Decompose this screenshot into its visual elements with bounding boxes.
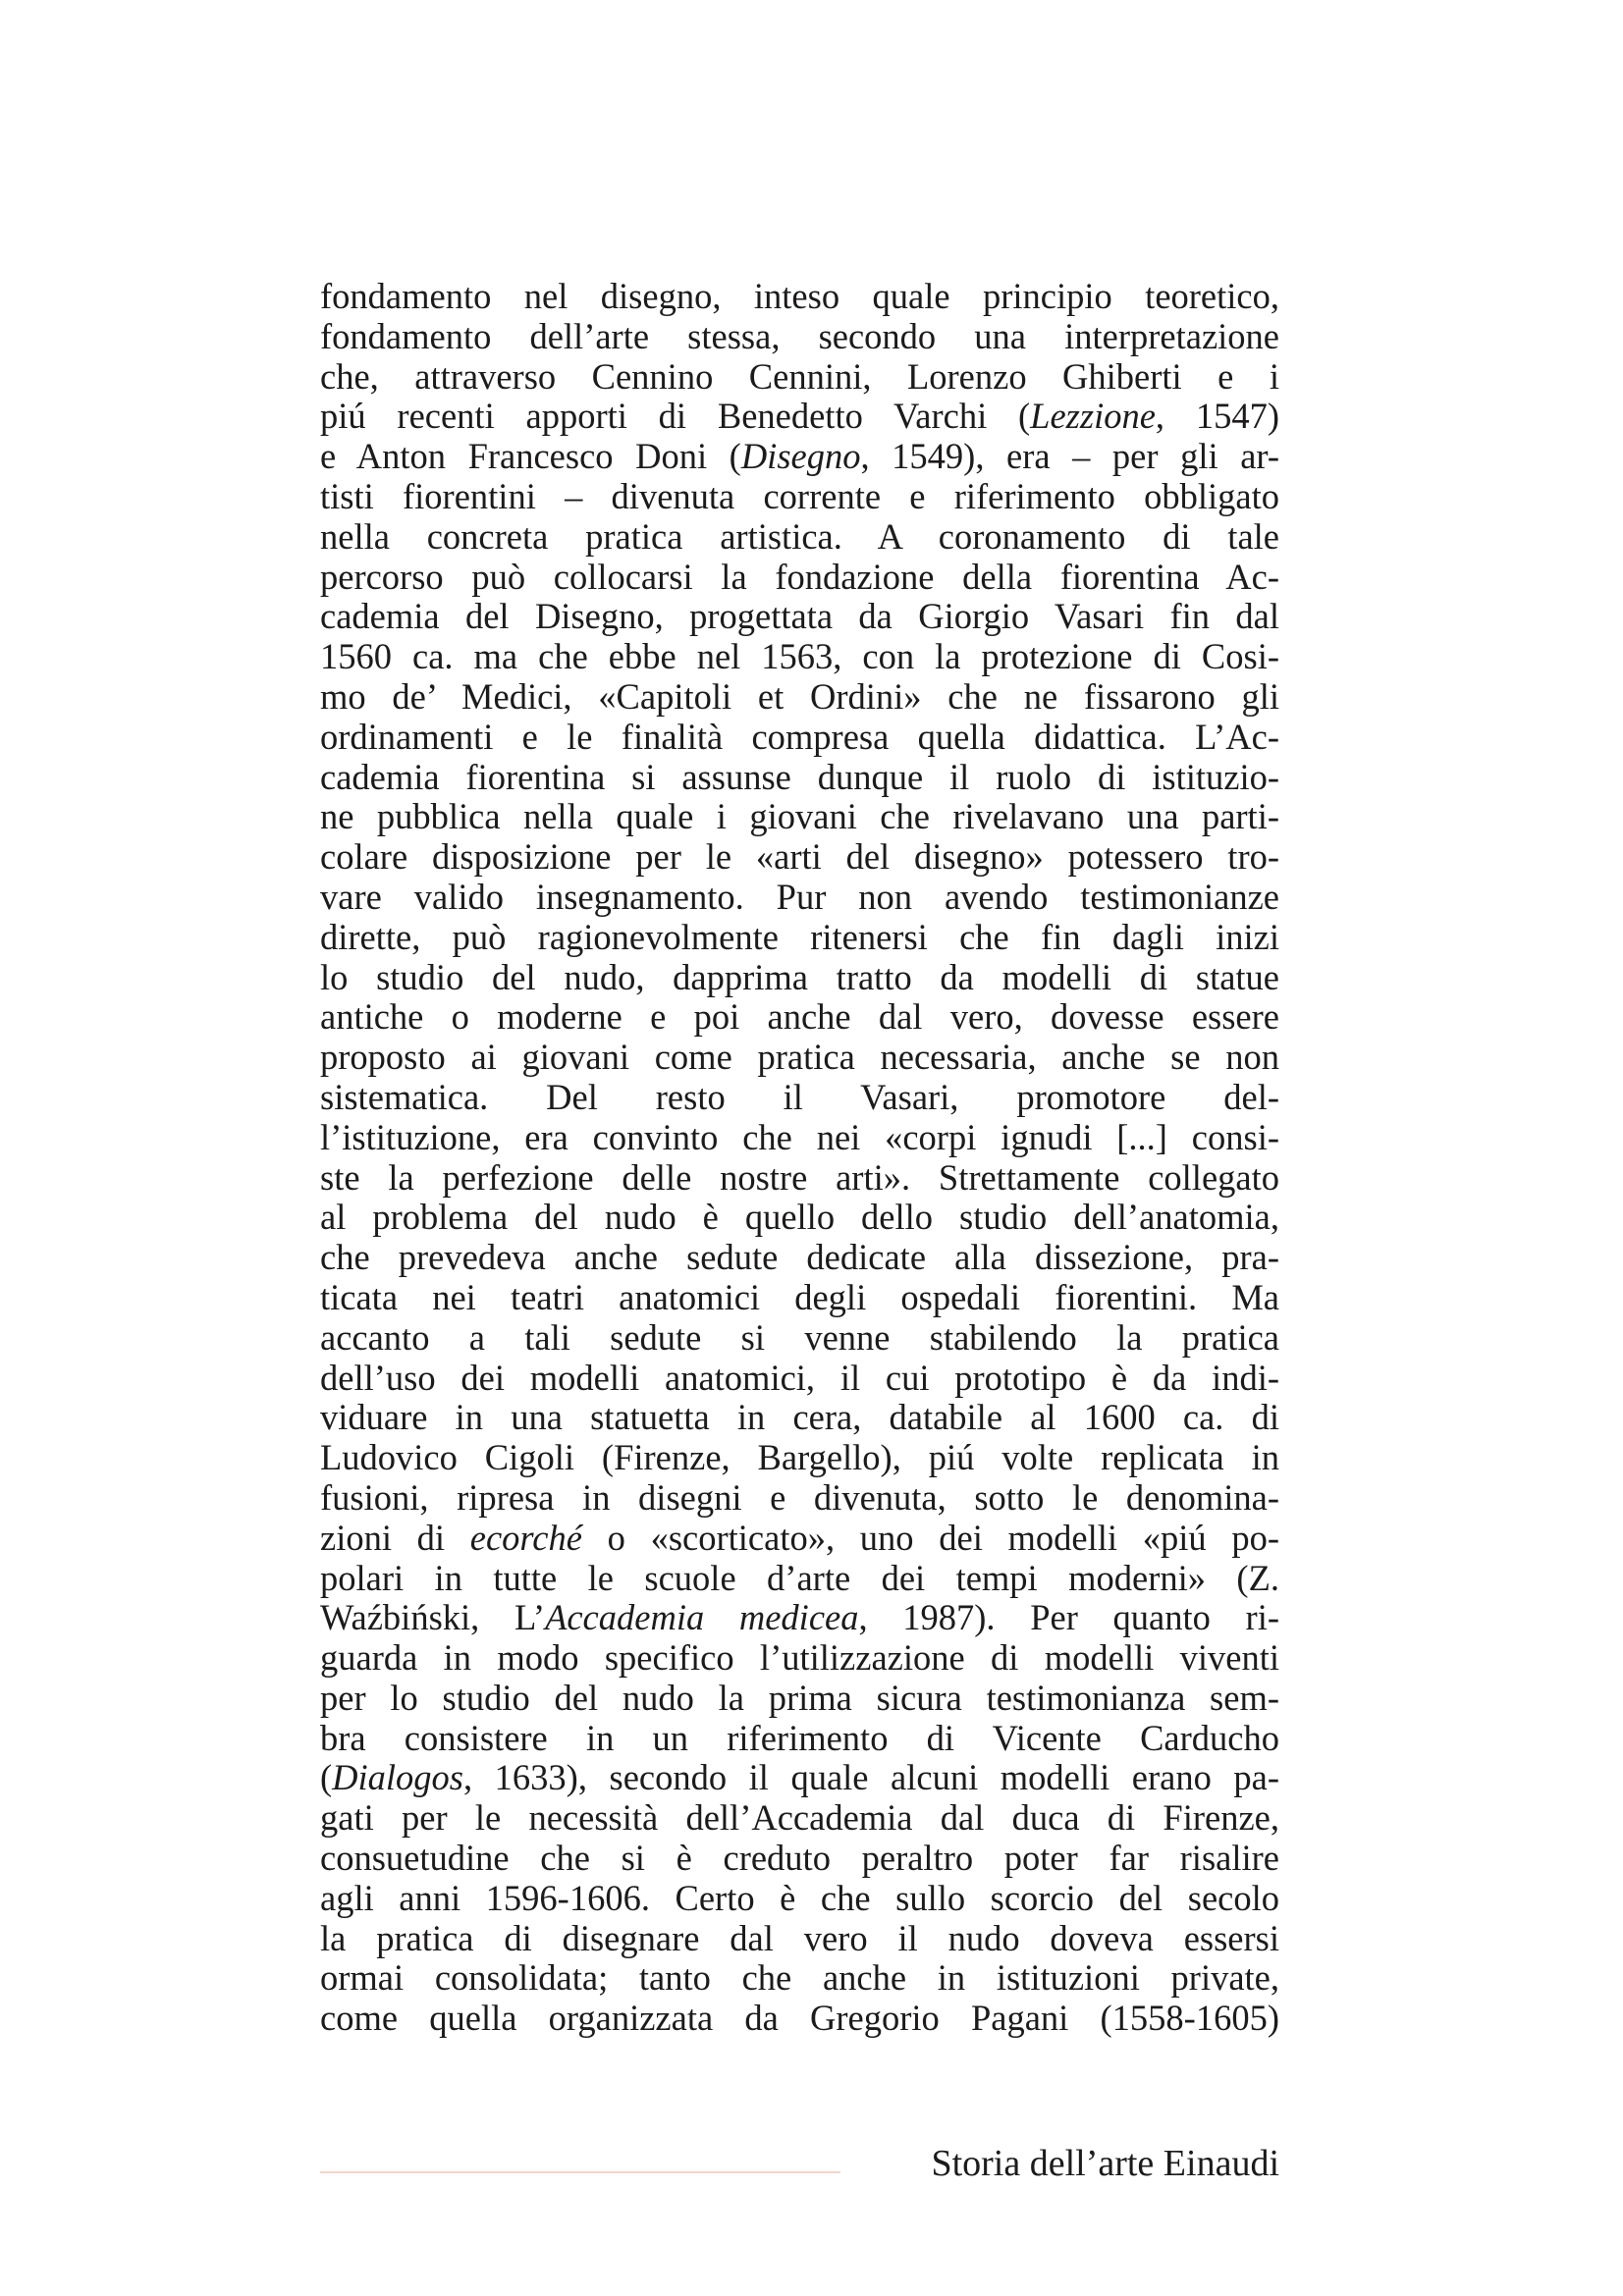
text-run: ordinamenti e le finalità compresa quella didattica. L’Ac-: [320, 716, 1279, 757]
text-line: [320, 357, 1279, 398]
text-run: , 1987). Per quanto ri-: [858, 1597, 1280, 1638]
text-line: [320, 958, 1279, 998]
italic-title: ecorché: [469, 1517, 582, 1558]
text-run: cademia del Disegno, progettata da Giorgio Vasari fin dal: [320, 596, 1279, 637]
footer-title: Storia dell’arte Einaudi: [931, 2143, 1279, 2184]
text-run: dirette, può ragionevolmente ritenersi che fin dagli inizi: [320, 916, 1279, 957]
text-run: , 1547): [1155, 396, 1279, 437]
text-line: [320, 1198, 1279, 1238]
text-line: [320, 558, 1279, 598]
text-run: ne pubblica nella quale i giovani che rivelavano una parti-: [320, 796, 1279, 837]
text-line: [320, 1318, 1279, 1359]
text-line: [320, 837, 1279, 878]
text-run: ormai consolidata; tanto che anche in istituzioni private,: [320, 1957, 1279, 1999]
text-run: tisti fiorentini – divenuta corrente e riferimento obbligato: [320, 475, 1279, 516]
text-line: [320, 1158, 1279, 1199]
text-run: agli anni 1596-1606. Certo è che sullo scorcio del secolo: [320, 1877, 1279, 1918]
italic-title: Lezzione: [1030, 396, 1156, 437]
text-run: che prevedeva anche sedute dedicate alla dissezione, pra-: [320, 1237, 1279, 1278]
text-line: [320, 1958, 1279, 1999]
text-line: [320, 1519, 1279, 1559]
text-run: guarda in modo specifico l’utilizzazione di modelli viventi: [320, 1637, 1279, 1679]
text-line: [320, 1078, 1279, 1118]
text-line: [320, 397, 1279, 437]
text-line: [320, 677, 1279, 718]
text-line: [320, 1919, 1279, 1959]
text-run: antiche o moderne e poi anche dal vero, dovesse essere: [320, 996, 1279, 1038]
text-line: [320, 437, 1279, 477]
footer: [320, 2140, 1279, 2199]
text-line: [320, 918, 1279, 958]
italic-title: Accademia medicea: [545, 1597, 859, 1638]
text-run: lo studio del nudo, dapprima tratto da modelli di statue: [320, 956, 1279, 997]
text-run: (: [320, 1757, 333, 1798]
text-run: accanto a tali sedute si venne stabilendo la pratica: [320, 1316, 1279, 1358]
text-run: , 1633), secondo il quale alcuni modelli erano pa-: [463, 1757, 1279, 1798]
text-line: [320, 477, 1279, 517]
text-line: [320, 997, 1279, 1038]
text-line: [320, 1839, 1279, 1879]
text-line: [320, 517, 1279, 558]
text-line: [320, 597, 1279, 637]
text-line: [320, 1278, 1279, 1318]
text-line: [320, 1758, 1279, 1798]
text-line: [320, 1118, 1279, 1158]
text-line: [320, 878, 1279, 918]
text-line: [320, 1438, 1279, 1478]
text-line: [320, 797, 1279, 837]
text-run: fusioni, ripresa in disegni e divenuta, sotto le denomina-: [320, 1476, 1279, 1518]
text-line: [320, 1359, 1279, 1399]
text-run: l’istituzione, era convinto che nei «corpi ignudi [...] consi-: [320, 1116, 1279, 1157]
text-run: la pratica di disegnare dal vero il nudo doveva essersi: [320, 1917, 1279, 1958]
text-line: [320, 317, 1279, 357]
text-run: polari in tutte le scuole d’arte dei tempi moderni» (Z.: [320, 1557, 1279, 1598]
text-run: bra consistere in un riferimento di Vicente Carducho: [320, 1717, 1279, 1758]
text-run: viduare in una statuetta in cera, databile al 1600 ca. di: [320, 1397, 1279, 1438]
text-line: [320, 277, 1279, 317]
text-run: per lo studio del nudo la prima sicura testimonianza sem-: [320, 1677, 1279, 1718]
text-run: e Anton Francesco Doni (: [320, 436, 741, 477]
text-run: nella concreta pratica artistica. A coronamento di tale: [320, 515, 1279, 557]
text-run: percorso può collocarsi la fondazione della fiorentina Ac-: [320, 556, 1279, 597]
text-run: piú recenti apporti di Benedetto Varchi (: [320, 396, 1031, 437]
italic-title: Disegno: [740, 436, 861, 477]
text-run: vare valido insegnamento. Pur non avendo testimonianze: [320, 876, 1279, 917]
body-text: [320, 277, 1279, 2039]
text-run: dell’uso dei modelli anatomici, il cui prototipo è da indi-: [320, 1357, 1279, 1398]
text-line: [320, 1999, 1279, 2039]
text-run: Waźbiński, L’: [320, 1597, 546, 1638]
italic-title: Dialogos: [332, 1757, 464, 1798]
text-run: fondamento dell’arte stessa, secondo una interpretazione: [320, 315, 1279, 356]
text-run: Ludovico Cigoli (Firenze, Bargello), piú volte replicata in: [320, 1437, 1279, 1478]
text-line: [320, 1719, 1279, 1759]
text-run: cademia fiorentina si assunse dunque il ruolo di istituzio-: [320, 756, 1279, 797]
text-run: , 1549), era – per gli ar-: [860, 436, 1279, 477]
text-run: proposto ai giovani come pratica necessaria, anche se non: [320, 1037, 1279, 1078]
text-run: ticata nei teatri anatomici degli ospedali fiorentini. Ma: [320, 1276, 1279, 1317]
text-run: zioni di: [320, 1517, 470, 1558]
text-line: [320, 1238, 1279, 1278]
text-run: come quella organizzata da Gregorio Pagani (1558-1605): [320, 1998, 1279, 2039]
text-run: consuetudine che si è creduto peraltro poter far risalire: [320, 1838, 1279, 1879]
text-line: [320, 1398, 1279, 1438]
footer-rule: [320, 2171, 840, 2173]
text-line: [320, 1638, 1279, 1679]
text-line: [320, 758, 1279, 798]
text-run: colare disposizione per le «arti del disegno» potessero tro-: [320, 836, 1279, 878]
text-run: ste la perfezione delle nostre arti». Strettamente collegato: [320, 1156, 1279, 1198]
text-line: [320, 1559, 1279, 1599]
text-line: [320, 637, 1279, 677]
text-line: [320, 1798, 1279, 1839]
text-run: gati per le necessità dell’Accademia dal duca di Firenze,: [320, 1797, 1279, 1839]
text-line: [320, 718, 1279, 758]
text-run: fondamento nel disegno, inteso quale principio teoretico,: [320, 276, 1279, 316]
text-run: che, attraverso Cennino Cennini, Lorenzo Ghiberti e i: [320, 355, 1279, 397]
text-run: 1560 ca. ma che ebbe nel 1563, con la protezione di Cosi-: [320, 636, 1279, 677]
text-line: [320, 1038, 1279, 1078]
text-run: sistematica. Del resto il Vasari, promotore del-: [320, 1076, 1279, 1117]
text-run: al problema del nudo è quello dello studio dell’anatomia,: [320, 1197, 1279, 1238]
text-line: [320, 1478, 1279, 1519]
text-line: [320, 1679, 1279, 1719]
text-run: mo de’ Medici, «Capitoli et Ordini» che ne fissarono gli: [320, 675, 1279, 717]
text-line: [320, 1598, 1279, 1638]
text-run: o «scorticato», uno dei modelli «piú po-: [581, 1517, 1279, 1558]
text-line: [320, 1879, 1279, 1919]
